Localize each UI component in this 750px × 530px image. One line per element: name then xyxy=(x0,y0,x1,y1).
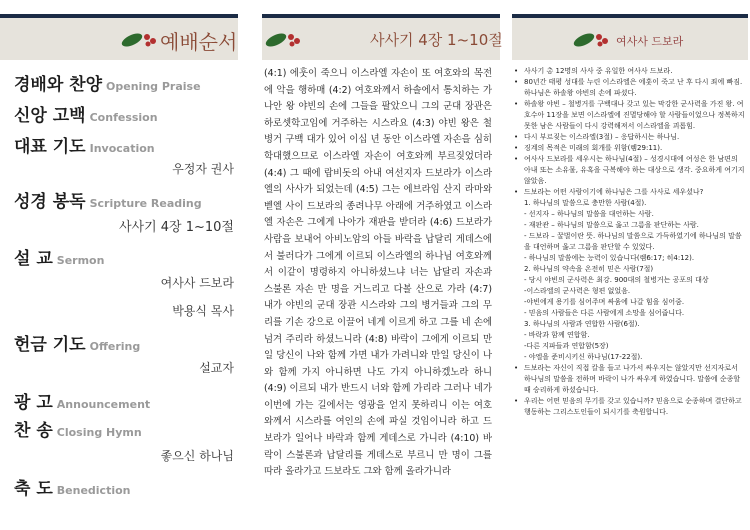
note-bullet: • 드보라는 자신이 직접 칼을 들고 나가서 싸우지는 않았지만 선지자로서 하나님의 말씀을 전하며 바락이 나가 싸우게 하였습니다. 말씀에 순종할 때 승리하게 하셨습니다. xyxy=(512,363,746,396)
note-bullet: • 80년간 태평 성대를 누린 이스라엘은 에훗이 죽고 난 후 다시 죄에 빠짐. 하나님은 하솔왕 야빈의 손에 파셨다. xyxy=(512,77,746,99)
item-offering: 헌금 기도 Offering xyxy=(14,335,141,355)
leaf-berry-icon xyxy=(120,28,160,50)
item-opening-praise: 경배와 찬양 Opening Praise xyxy=(14,75,201,95)
note-bullet: • 징계의 목적은 미래의 회개를 위함(렘29:11). xyxy=(512,143,746,154)
note-point: - 재판관 – 하나님의 말씀으로 옳고 그름을 판단하는 사람. xyxy=(524,221,699,229)
scripture-text: (4:1) 에훗이 죽으니 이스라엘 자손이 또 여호와의 목전에 악을 행하매 (4:2) 여호와께서 하솔에서 통치하는 가나안 왕 야빈의 손에 그들을 팔았으니 그의 군대 장관은 하로셋학고임에 거주하는 시스라요 (4:3) 야빈 왕은 철 병거 구백 대가 있어 이십 년 동안 이스라엘 자손을 심히 학대했으므로 이스라엘 자손이 여호와께 부르짖었더라 (4:4) 그 때에 랍비돗의 아내 여선지자 드보라가 이스라엘의 사사가 되었는데 (4:5) 그는 에브라임 산지 라마와 벧엘 사이 드보라의 종려나무 아래에 거주하였고 이스라엘 자손은 그에게 나아가 재판을 받더라 (4:6) 드보라가 사람을 보내어 아비노암의 아들 바락을 납달리 게데스에서 불러다가 그에게 이르되 이스라엘의 하나님 여호와께서 이같이 명령하지 아니하셨느냐 너는 납달리 자손과 스불론 자손 만 명을 거느리고 다볼 산으로 가라 (4:7) 내가 야빈의 군대 장관 시스라와 그의 병거들과 그의 무리를 기손 강으로 이끌어 네게 이르게 하고 그를 네 손에 넘겨 주리라 하셨느니라 (4:8) 바락이 그에게 이르되 만일 당신이 나와 함께 가면 내가 가려니와 만일 당신이 나와 함께 가지 아니하면 나도 가지 아니하겠노라 하니 (4:9) 이르되 내가 반드시 너와 함께 가리라 그러나 네가 이번에 가는 길에서는 영광을 얻지 못하리니 이는 여호와께서 시스라를 여인의 손에 파실 것임이니라 하고 드보라가 일어나 바락과 함께 게데스로 가니라 (4:10) 바락이 스불론과 납달리를 게데스로 부르니 만 명이 그를 따라 올라가고 드보라도 그와 함께 올라가니라 xyxy=(264,68,492,478)
note-point: - 야엘을 준비시키신 하나님(17-22절). xyxy=(524,353,643,361)
worship-title: 예배순서 xyxy=(160,30,238,54)
leaf-berry-icon xyxy=(572,28,612,50)
invocation-leader: 우정자 권사 xyxy=(172,162,234,176)
note-point: -이스라엘의 군사력은 형편 없었음. xyxy=(524,287,631,295)
note-bullet: • 드보라는 어떤 사람이기에 하나님은 그를 사사로 세우셨나? xyxy=(512,187,746,198)
item-scripture-reading: 성경 봉독 Scripture Reading xyxy=(14,192,202,212)
item-confession: 신앙 고백 Confession xyxy=(14,106,158,126)
item-benediction: 축 도 Benediction xyxy=(14,479,131,499)
worship-order-panel xyxy=(0,0,250,530)
note-bullet: • 다시 부르짖는 이스라엘(3절) – 응답하시는 하나님. xyxy=(512,132,746,143)
preacher: 박용식 목사 xyxy=(172,304,234,318)
note-point: - 당시 야빈의 군사력은 최강. 900대의 철병거는 공포의 대상 xyxy=(524,276,709,284)
item-closing-hymn: 찬 송 Closing Hymn xyxy=(14,421,142,441)
notes-list xyxy=(512,66,746,418)
note-bullet: • 여사사 드보라를 세우시는 하나님(4절) – 성경시대에 여성은 한 남편의 아내 또는 소유물, 유혹을 극복해야 하는 대상으로 생각. 중요하게 여기지 않았음. xyxy=(512,154,746,187)
item-invocation: 대표 기도 Invocation xyxy=(14,137,155,157)
notes-panel xyxy=(500,0,750,530)
note-point: - 믿음의 사람들은 다른 사람에게 소망을 심어줍니다. xyxy=(524,309,685,317)
note-point: - 드보라 – 꿀벌이란 뜻. 하나님의 말씀으로 가득하였기에 하나님의 말씀을 대언하며 옳고 그름을 판단할 수 있었다. xyxy=(524,232,742,251)
note-bullet: • 우리는 어떤 믿음의 무기를 갖고 있습니까? 믿음으로 순종하며 결단하고 행동하는 그리스도인들이 되시기를 축원합니다. xyxy=(512,396,746,418)
offering-leader: 설교자 xyxy=(199,361,234,375)
note-bullet: • 하솔왕 야빈 – 철병거를 구백대나 갖고 있는 막강한 군사력을 가진 왕. 여호수아 11장을 보면 이스라엘에 진멸당해야 할 사람들이었으나 정복하지 못한 남은 사람들이 다시 강력해져서 이스라엘을 괴롭힘. xyxy=(512,99,746,132)
scripture-panel xyxy=(250,0,503,530)
scripture-reference: 사사기 4장 1~10절 xyxy=(118,220,234,235)
note-point: 3. 하나님의 사람과 연합한 사람(6절). xyxy=(524,320,640,328)
note-bullet: • 사사기 총 12명의 사사 중 유일한 여사사 드보라. xyxy=(512,66,746,77)
note-point: - 하나님의 말씀에는 능력이 있습니다(렘6:17; 히4:12). xyxy=(524,254,695,262)
note-point: 1. 하나님의 말씀으로 충만한 사람(4절). xyxy=(524,199,647,207)
item-sermon: 설 교 Sermon xyxy=(14,249,105,269)
leaf-berry-icon xyxy=(264,28,304,50)
sermon-title: 여사사 드보라 xyxy=(160,276,234,290)
note-point: 2. 하나님의 약속을 온전히 믿은 사람(7절) xyxy=(524,265,654,273)
note-point: -야빈에게 용기를 심어주며 싸움에 나갈 힘을 심어줌. xyxy=(524,298,685,306)
note-point: -다른 지파들과 연합함(5장) xyxy=(524,342,609,350)
item-announcement: 광 고 Announcement xyxy=(14,393,151,413)
notes-title: 여사사 드보라 xyxy=(616,35,684,48)
scripture-title: 사사기 4장 1~10절 xyxy=(370,31,503,49)
note-point: - 바락과 함께 연합함. xyxy=(524,331,590,339)
note-point: - 선지자 – 하나님의 말씀을 대언하는 사람. xyxy=(524,210,654,218)
closing-hymn-title: 좋으신 하나님 xyxy=(160,449,234,463)
